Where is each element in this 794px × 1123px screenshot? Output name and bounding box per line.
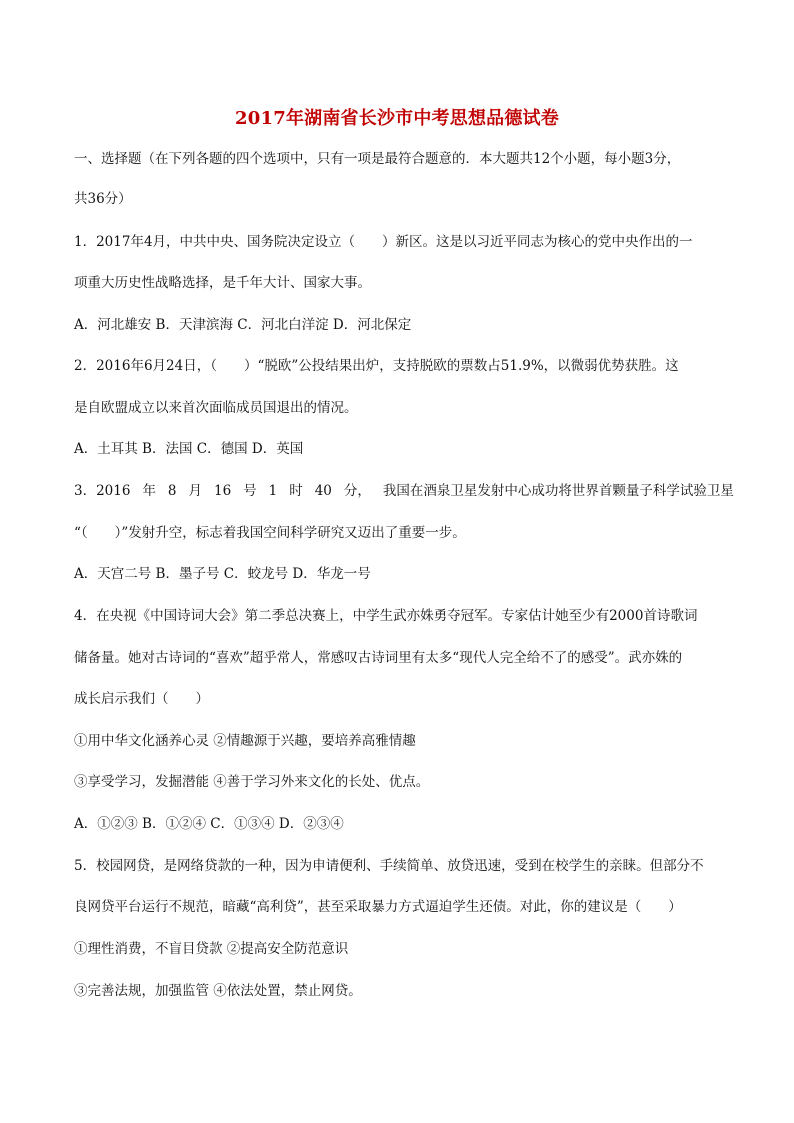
- question-4-stem: 4．在央视《中国诗词大会》第二季总决赛上，中学生武亦姝勇夺冠军。专家估计她至少有2000首诗歌词: [74, 608, 698, 624]
- q3-part: 分，: [343, 483, 371, 499]
- q3-part: 3．2016: [74, 483, 131, 499]
- question-4-items-row2: ③享受学习，发掘潜能 ④善于学习外来文化的长处、优点。: [74, 774, 430, 790]
- question-2-stem-continued: 是自欧盟成立以来首次面临成员国退出的情况。: [74, 400, 358, 416]
- q3-part: 时: [289, 483, 303, 499]
- q3-part: 8: [167, 483, 177, 499]
- q3-part: 1: [268, 483, 278, 499]
- question-4-stem-continued: 储备量。她对古诗词的“喜欢”超乎常人，常感叹古诗词里有太多“现代人完全给不了的感受”。武亦姝的: [74, 650, 683, 666]
- q3-part: 40: [314, 483, 332, 499]
- section-heading-continued: 共36分）: [74, 191, 132, 207]
- question-4-stem-end: 成长启示我们（ ）: [74, 691, 209, 707]
- question-1-options: A．河北雄安 B．天津滨海 C．河北白洋淀 D．河北保定: [74, 317, 412, 333]
- q3-part: 号: [243, 483, 257, 499]
- question-5-stem-continued: 良网贷平台运行不规范，暗藏“高利贷”，甚至采取暴力方式逼迫学生还债。对此，你的建议是（ ）: [74, 899, 682, 915]
- question-2-options: A．土耳其 B．法国 C．德国 D．英国: [74, 441, 304, 457]
- q3-part: 16: [213, 483, 232, 499]
- page-title: 2017年湖南省长沙市中考思想品德试卷: [235, 108, 559, 129]
- question-3-stem: [74, 482, 734, 500]
- question-2-stem: 2．2016年6月24日，（ ）“脱欧”公投结果出炉，支持脱欧的票数占51.9%，以微弱优势获胜。这: [74, 358, 679, 374]
- question-3-stem-continued: “（ ）”发射升空，标志着我国空间科学研究又迈出了重要一步。: [74, 525, 466, 541]
- question-1-stem-continued: 项重大历史性战略选择，是千年大计、国家大事。: [74, 275, 371, 291]
- section-heading: 一、选择题（在下列各题的四个选项中，只有一项是最符合题意的．本大题共12个小题，每小题3分，: [74, 151, 681, 167]
- question-3-options: A．天宫二号 B．墨子号 C．蛟龙号 D．华龙一号: [74, 566, 371, 582]
- q3-part: 月: [188, 483, 202, 499]
- question-4-options: A．①②③ B．①②④ C．①③④ D．②③④: [74, 816, 344, 832]
- question-5-items-row1: ①理性消费，不盲目贷款 ②提高安全防范意识: [74, 941, 349, 957]
- question-5-stem: 5．校园网贷，是网络贷款的一种，因为申请便利、手续简单、放贷迅速，受到在校学生的亲睐。但部分不: [74, 858, 704, 874]
- question-1-stem: 1．2017年4月，中共中央、国务院决定设立（ ）新区。这是以习近平同志为核心的党中央作出的一: [74, 234, 693, 250]
- question-5-items-row2: ③完善法规，加强监管 ④依法处置，禁止网贷。: [74, 983, 362, 999]
- q3-part: 年: [142, 483, 156, 499]
- q3-part: 我国在酒泉卫星发射中心成功将世界首颗量子科学试验卫星: [382, 483, 734, 499]
- question-4-items-row1: ①用中华文化涵养心灵 ②情趣源于兴趣，要培养高雅情趣: [74, 733, 416, 749]
